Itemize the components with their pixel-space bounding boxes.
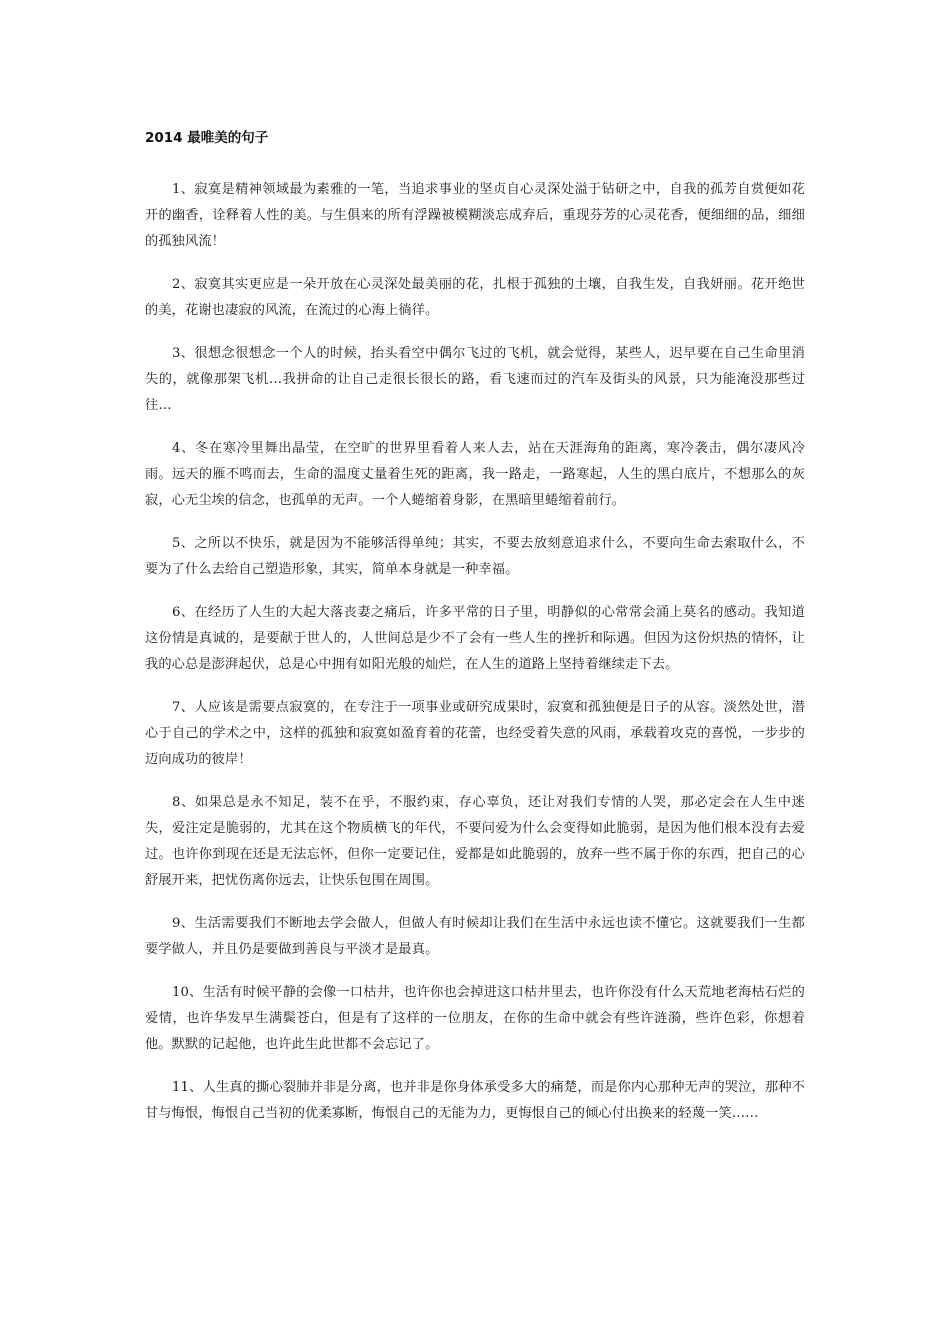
document-page: [145, 128, 805, 1144]
paragraph-7: 7、人应该是需要点寂寞的，在专注于一项事业或研究成果时，寂寞和孤独便是日子的从容。淡然处世，潜心于自己的学术之中，这样的孤独和寂寞如盈育着的花蕾，也经受着失意的风雨，承载着攻克的喜悦，一步步的迈向成功的彼岸！: [145, 700, 805, 767]
paragraph-6: 6、在经历了人生的大起大落丧妻之痛后，许多平常的日子里，明静似的心常常会涌上莫名的感动。我知道这份情是真诚的，是要献于世人的，人世间总是少不了会有一些人生的挫折和际遇。但因为这份炽热的情怀，让我的心总是澎湃起伏，总是心中拥有如阳光般的灿烂，在人生的道路上坚持着继续走下去。: [145, 605, 805, 672]
paragraph-9: 9、生活需要我们不断地去学会做人，但做人有时候却让我们在生活中永远也读不懂它。这就要我们一生都要学做人，并且仍是要做到善良与平淡才是最真。: [145, 916, 805, 957]
paragraph-2: 2、寂寞其实更应是一朵开放在心灵深处最美丽的花，扎根于孤独的土壤，自我生发，自我妍丽。花开绝世的美，花谢也凄寂的风流，在流过的心海上徜徉。: [145, 277, 805, 318]
paragraph-1: 1、寂寞是精神领域最为素雅的一笔，当追求事业的坚贞自心灵深处溢于钻研之中，自我的孤芳自赏便如花开的幽香，诠释着人性的美。与生俱来的所有浮躁被模糊淡忘成弃后，重现芬芳的心灵花香，便细细的品，细细的孤独风流！: [145, 182, 805, 249]
paragraph-10: 10、生活有时候平静的会像一口枯井，也许你也会掉进这口枯井里去，也许你没有什么天荒地老海枯石烂的爱情，也许华发早生满鬓苍白，但是有了这样的一位朋友，在你的生命中就会有些许涟漪，些许色彩，你想着他。默默的记起他，也许此生此世都不会忘记了。: [145, 985, 805, 1052]
paragraph-4: 4、冬在寒冷里舞出晶莹，在空旷的世界里看着人来人去，站在天涯海角的距离，寒冷袭击，偶尔凄风冷雨。远天的雁不鸣而去，生命的温度丈量着生死的距离，我一路走，一路寒起，人生的黑白底片，不想那么的灰寂，心无尘埃的信念，也孤单的无声。一个人蜷缩着身影，在黑暗里蜷缩着前行。: [145, 441, 805, 508]
paragraph-3: 3、很想念很想念一个人的时候，抬头看空中偶尔飞过的飞机，就会觉得，某些人，迟早要在自己生命里消失的，就像那架飞机…我拼命的让自己走很长很长的路，看飞速而过的汽车及街头的风景，只为能淹没那些过往…: [145, 346, 805, 413]
paragraph-8: 8、如果总是永不知足，装不在乎，不服约束，存心辜负，还让对我们专情的人哭，那必定会在人生中迷失，爱注定是脆弱的，尤其在这个物质横飞的年代，不要问爱为什么会变得如此脆弱，是因为他们根本没有去爱过。也许你到现在还是无法忘怀，但你一定要记住，爱都是如此脆弱的，放弃一些不属于你的东西，把自己的心舒展开来，把忧伤离你远去，让快乐包围在周围。: [145, 795, 805, 888]
paragraph-11: 11、人生真的撕心裂肺并非是分离，也并非是你身体承受多大的痛楚，而是你内心那种无声的哭泣，那种不甘与悔恨，悔恨自己当初的优柔寡断，悔恨自己的无能为力，更悔恨自己的倾心付出换来的轻蔑一笑……: [145, 1080, 805, 1121]
paragraph-5: 5、之所以不快乐，就是因为不能够活得单纯；其实，不要去放刻意追求什么，不要向生命去索取什么，不要为了什么去给自己塑造形象，其实，简单本身就是一种幸福。: [145, 536, 805, 577]
document-title: 2014 最唯美的句子: [145, 130, 269, 146]
